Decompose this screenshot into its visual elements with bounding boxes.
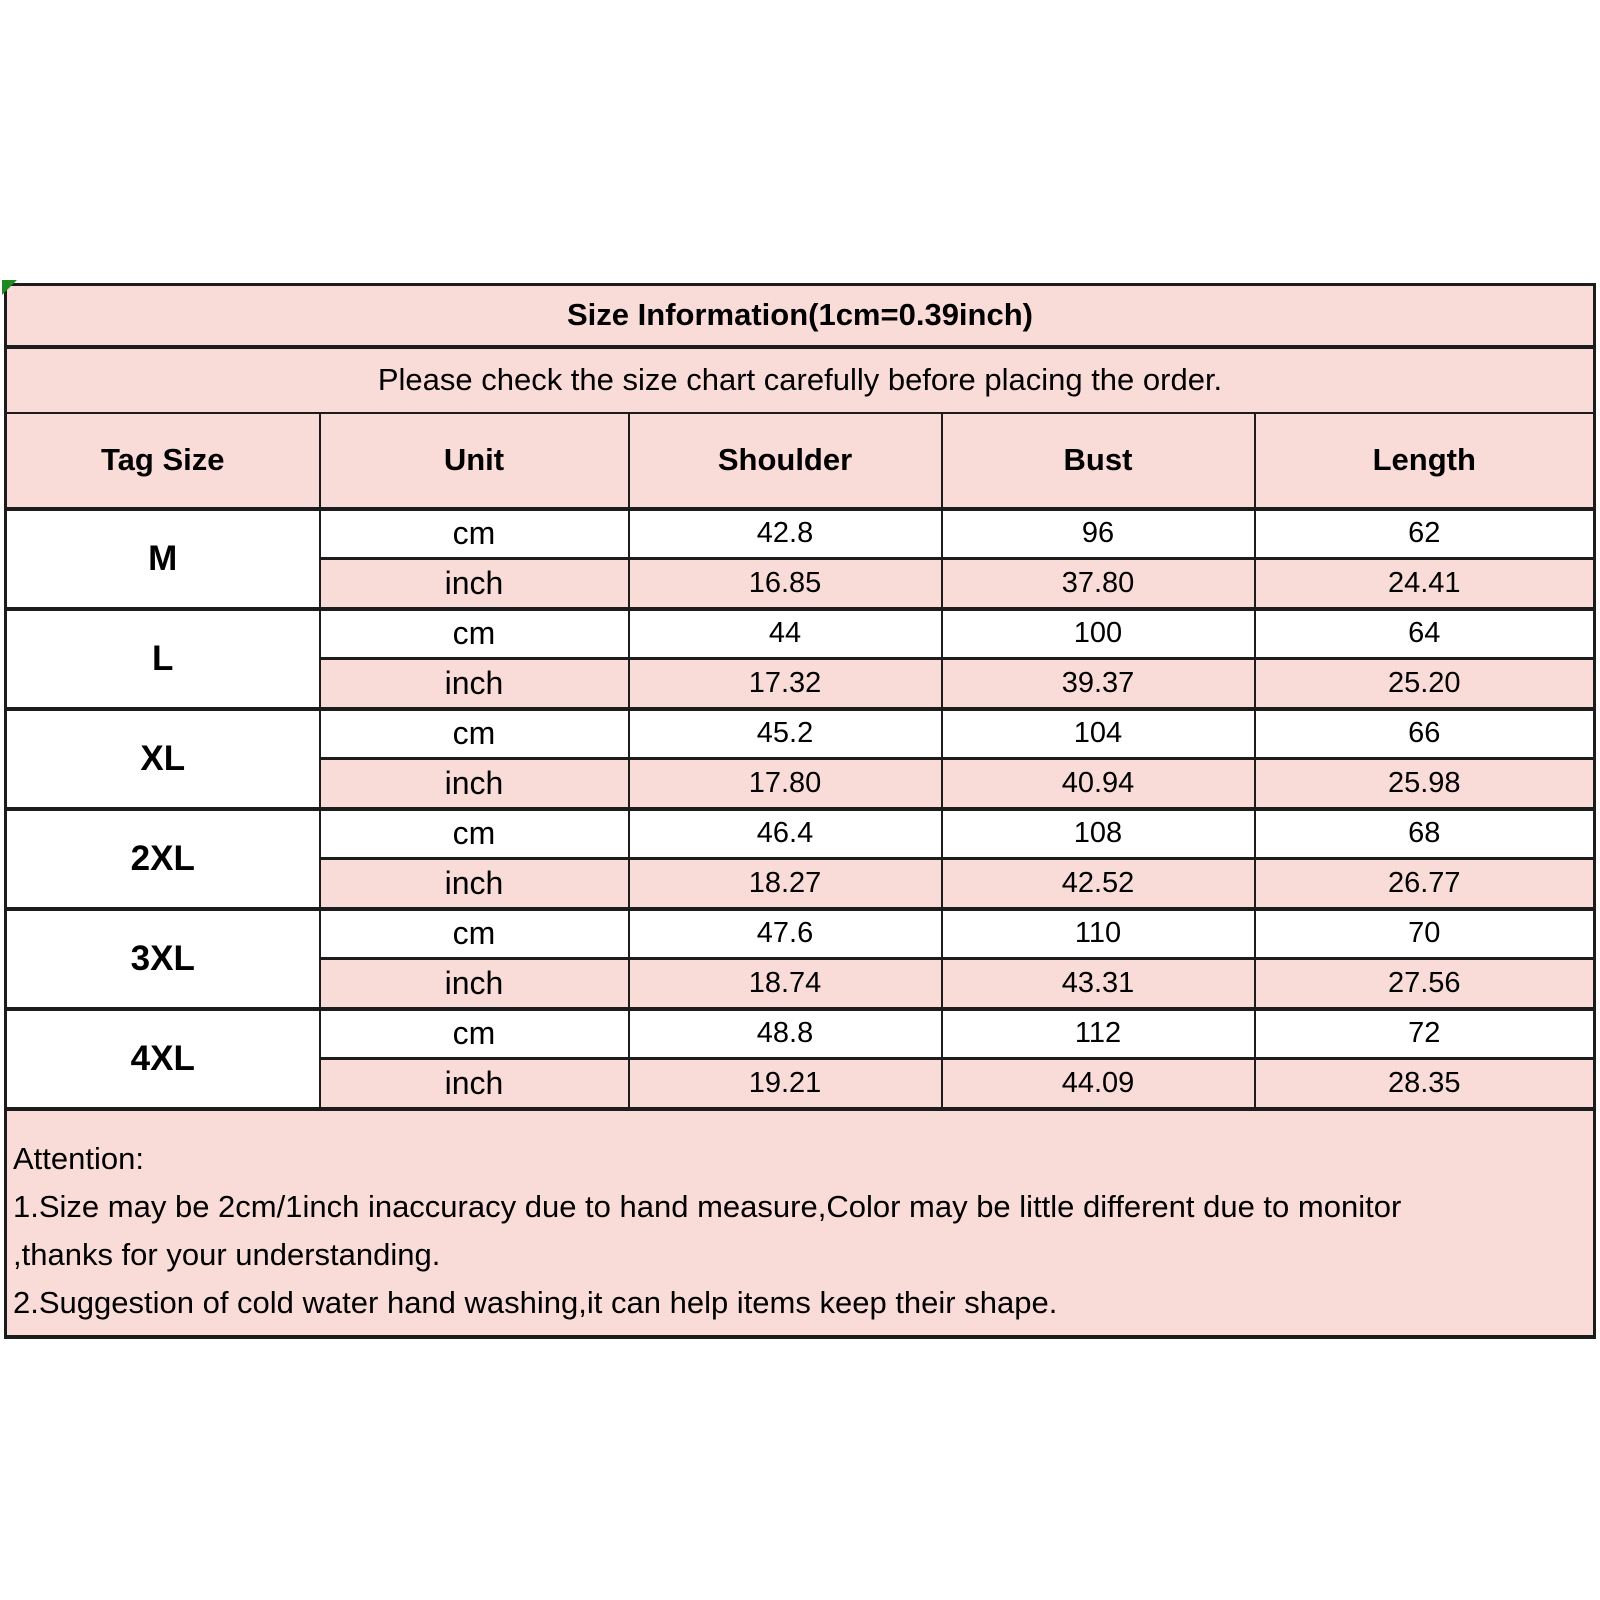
attention-heading: Attention: xyxy=(13,1140,144,1176)
unit-label-inch: inch xyxy=(320,859,629,909)
column-header-tag-size: Tag Size xyxy=(6,413,320,509)
spreadsheet-corner-marker-icon xyxy=(2,280,17,295)
value-4xl-inch-bust: 44.09 xyxy=(942,1059,1255,1109)
unit-label-inch: inch xyxy=(320,959,629,1009)
value-xl-cm-bust: 104 xyxy=(942,709,1255,759)
value-xl-inch-bust: 40.94 xyxy=(942,759,1255,809)
unit-label-cm: cm xyxy=(320,709,629,759)
value-3xl-cm-shoulder: 47.6 xyxy=(629,909,942,959)
unit-label-cm: cm xyxy=(320,909,629,959)
unit-label-cm: cm xyxy=(320,509,629,559)
page-title: Size Information(1cm=0.39inch) xyxy=(6,285,1595,347)
value-4xl-inch-shoulder: 19.21 xyxy=(629,1059,942,1109)
unit-label-inch: inch xyxy=(320,759,629,809)
value-4xl-inch-length: 28.35 xyxy=(1255,1059,1595,1109)
table-row-xl-cm xyxy=(6,709,1595,759)
size-label-3xl: 3XL xyxy=(6,909,320,1009)
title-row xyxy=(6,285,1595,347)
unit-label-cm: cm xyxy=(320,809,629,859)
value-3xl-inch-length: 27.56 xyxy=(1255,959,1595,1009)
value-m-cm-bust: 96 xyxy=(942,509,1255,559)
unit-label-inch: inch xyxy=(320,1059,629,1109)
value-4xl-cm-length: 72 xyxy=(1255,1009,1595,1059)
value-m-inch-bust: 37.80 xyxy=(942,559,1255,609)
value-m-cm-length: 62 xyxy=(1255,509,1595,559)
value-l-cm-shoulder: 44 xyxy=(629,609,942,659)
value-l-inch-bust: 39.37 xyxy=(942,659,1255,709)
value-xl-inch-length: 25.98 xyxy=(1255,759,1595,809)
value-xl-cm-shoulder: 45.2 xyxy=(629,709,942,759)
attention-row xyxy=(6,1109,1595,1337)
unit-label-inch: inch xyxy=(320,559,629,609)
attention-line-1: 1.Size may be 2cm/1inch inaccuracy due to hand measure,Color may be little different due to monitor xyxy=(13,1188,1402,1224)
value-3xl-cm-bust: 110 xyxy=(942,909,1255,959)
value-xl-cm-length: 66 xyxy=(1255,709,1595,759)
value-2xl-cm-shoulder: 46.4 xyxy=(629,809,942,859)
column-header-length: Length xyxy=(1255,413,1595,509)
value-l-inch-shoulder: 17.32 xyxy=(629,659,942,709)
value-2xl-cm-bust: 108 xyxy=(942,809,1255,859)
size-label-2xl: 2XL xyxy=(6,809,320,909)
value-2xl-inch-length: 26.77 xyxy=(1255,859,1595,909)
table-row-m-cm xyxy=(6,509,1595,559)
size-label-l: L xyxy=(6,609,320,709)
size-label-xl: XL xyxy=(6,709,320,809)
column-header-shoulder: Shoulder xyxy=(629,413,942,509)
value-2xl-inch-shoulder: 18.27 xyxy=(629,859,942,909)
attention-note-block xyxy=(6,1109,1595,1337)
table-row-3xl-cm xyxy=(6,909,1595,959)
value-4xl-cm-bust: 112 xyxy=(942,1009,1255,1059)
unit-label-cm: cm xyxy=(320,1009,629,1059)
column-header-bust: Bust xyxy=(942,413,1255,509)
value-m-cm-shoulder: 42.8 xyxy=(629,509,942,559)
size-chart-table xyxy=(4,283,1596,1339)
value-3xl-cm-length: 70 xyxy=(1255,909,1595,959)
column-header-unit: Unit xyxy=(320,413,629,509)
size-label-4xl: 4XL xyxy=(6,1009,320,1109)
size-label-m: M xyxy=(6,509,320,609)
table-row-2xl-cm xyxy=(6,809,1595,859)
header-row xyxy=(6,413,1595,509)
table-row-4xl-cm xyxy=(6,1009,1595,1059)
value-4xl-cm-shoulder: 48.8 xyxy=(629,1009,942,1059)
unit-label-inch: inch xyxy=(320,659,629,709)
value-l-cm-bust: 100 xyxy=(942,609,1255,659)
value-xl-inch-shoulder: 17.80 xyxy=(629,759,942,809)
value-m-inch-shoulder: 16.85 xyxy=(629,559,942,609)
page-subtitle: Please check the size chart carefully before placing the order. xyxy=(6,347,1595,413)
subtitle-row xyxy=(6,347,1595,413)
value-2xl-cm-length: 68 xyxy=(1255,809,1595,859)
value-3xl-inch-bust: 43.31 xyxy=(942,959,1255,1009)
attention-line-2: ,thanks for your understanding. xyxy=(13,1236,441,1272)
table-row-l-cm xyxy=(6,609,1595,659)
value-l-cm-length: 64 xyxy=(1255,609,1595,659)
value-l-inch-length: 25.20 xyxy=(1255,659,1595,709)
value-m-inch-length: 24.41 xyxy=(1255,559,1595,609)
value-2xl-inch-bust: 42.52 xyxy=(942,859,1255,909)
value-3xl-inch-shoulder: 18.74 xyxy=(629,959,942,1009)
attention-line-3: 2.Suggestion of cold water hand washing,it can help items keep their shape. xyxy=(13,1284,1058,1320)
unit-label-cm: cm xyxy=(320,609,629,659)
